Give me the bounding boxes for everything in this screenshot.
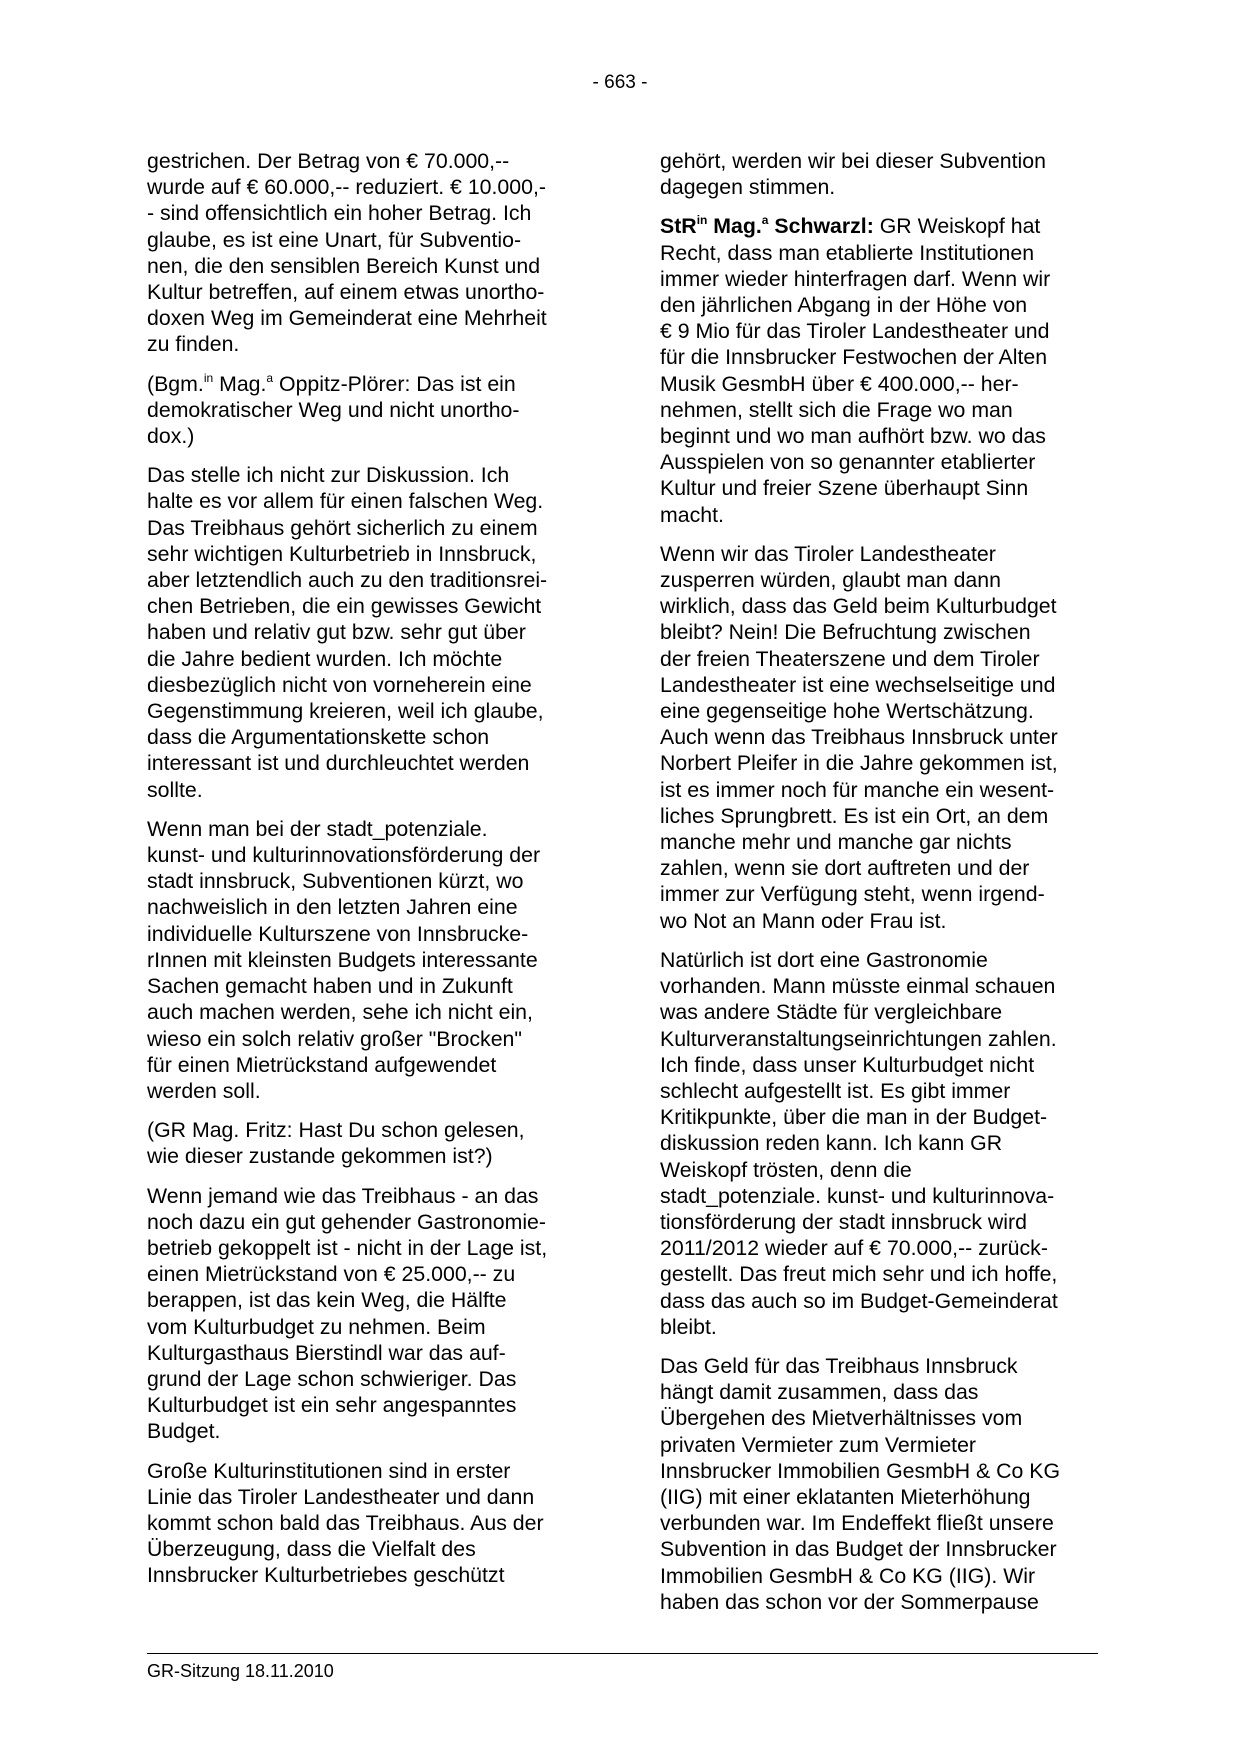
paragraph: Natürlich ist dort eine Gastronomie vorhanden. Mann müsste einmal schauen was andere Städte für vergleichbare Kulturveranstaltungseinrichtungen zahlen. Ich finde, dass unser Kulturbudget nicht schlecht aufgestellt ist. Es gibt immer Kritikpunkte, über die man in der Budget- diskussion reden kann. Ich kann GR Weiskopf trösten, denn die stadt_potenziale. kunst- und kulturinnova- tionsförderung der stadt innsbruck wird 2011/2012 wieder auf € 70.000,-- zurück- gestellt. Das freut mich sehr und ich hoffe, dass das auch so im Budget-Gemeinderat bleibt. xyxy=(660,947,1058,1339)
interjection: (GR Mag. Fritz: Hast Du schon gelesen, wie dieser zustande gekommen ist?) xyxy=(147,1118,525,1169)
paragraph: Große Kulturinstitutionen sind in erster Linie das Tiroler Landestheater und dann kommt schon bald das Treibhaus. Aus der Überzeugung, dass die Vielfalt des Innsbrucker Kulturbetriebes geschützt xyxy=(147,1458,544,1588)
footer-session-label: GR-Sitzung 18.11.2010 xyxy=(147,1661,334,1681)
page-number: - 663 - xyxy=(592,72,648,93)
paragraph: gehört, werden wir bei dieser Subvention dagegen stimmen. xyxy=(660,149,1046,200)
left-column xyxy=(147,148,589,1602)
speech: StR$^{in}$ Mag.$^a$ Schwarzl: GR Weiskopf hat Recht, dass man etablierte Institutionen immer wieder hinterfragen darf. Wenn wir den jährlichen Abgang in der Höhe von € 9 Mio für das Tiroler Landestheater und für die Innsbrucker Festwochen der Alten Musik GesmbH über € 400.000,-- her- nehmen, stellt sich die Frage wo man beginnt und wo man aufhört bzw. wo das Ausspielen von so genannter etablierter Kultur und freier Szene überhaupt Sinn macht. xyxy=(660,213,1051,527)
paragraph: Das Geld für das Treibhaus Innsbruck hängt damit zusammen, dass das Übergehen des Mietverhältnisses vom privaten Vermieter zum Vermieter Innsbrucker Immobilien GesmbH & Co KG (IIG) mit einer eklatanten Mieterhöhung verbunden war. Im Endeffekt fließt unsere Subvention in das Budget der Innsbrucker Immobilien GesmbH & Co KG (IIG). Wir haben das schon vor der Sommerpause xyxy=(660,1353,1061,1614)
paragraph: Das stelle ich nicht zur Diskussion. Ich halte es vor allem für einen falschen Weg. Das Treibhaus gehört sicherlich zu einem sehr wichtigen Kulturbetrieb in Innsbruck, aber letztendlich auch zu den traditionsrei- chen Betrieben, die ein gewisses Gewicht haben und relativ gut bzw. sehr gut über die Jahre bedient wurden. Ich möchte diesbezüglich nicht von vorneherein eine Gegenstimmung kreieren, weil ich glaube, dass die Argumentationskette schon interessant ist und durchleuchtet werden sollte. xyxy=(147,463,548,802)
paragraph: Wenn man bei der stadt_potenziale. kunst- und kulturinnovationsförderung der stadt innsbruck, Subventionen kürzt, wo nachweislich in den letzten Jahren eine individuelle Kulturszene von Innsbrucke- rInnen mit kleinsten Budgets interessante Sachen gemacht haben und in Zukunft auch machen werden, sehe ich nicht ein, wieso ein solch relativ großer "Brocken" für einen Mietrückstand aufgewendet werden soll. xyxy=(147,816,541,1103)
paragraph: Wenn jemand wie das Treibhaus - an das noch dazu ein gut gehender Gastronomie- betrieb gekoppelt ist - nicht in der Lage ist, einen Mietrückstand von € 25.000,-- zu berappen, ist das kein Weg, die Hälfte vom Kulturbudget zu nehmen. Beim Kulturgasthaus Bierstindl war das auf- grund der Lage schon schwieriger. Das Kulturbudget ist ein sehr angespanntes Budget. xyxy=(147,1183,548,1444)
paragraph: gestrichen. Der Betrag von € 70.000,-- wurde auf € 60.000,-- reduziert. € 10.000,- - sind offensichtlich ein hoher Betrag. Ich glaube, es ist eine Unart, für Subventio- nen, die den sensiblen Bereich Kunst und Kultur betreffen, auf einem etwas unortho- doxen Weg im Gemeinderat eine Mehrheit zu finden. xyxy=(147,149,547,357)
footer-divider xyxy=(147,1653,1098,1654)
speaker-name: StR$^{in}$ Mag.$^a$ Schwarzl: xyxy=(660,213,874,239)
paragraph: Wenn wir das Tiroler Landestheater zusperren würden, glaubt man dann wirklich, dass das Geld beim Kulturbudget bleibt? Nein! Die Befruchtung zwischen der freien Theaterszene und dem Tiroler Landestheater ist eine wechselseitige und eine gegenseitige hohe Wertschätzung. Auch wenn das Treibhaus Innsbruck unter Norbert Pleifer in die Jahre gekommen ist, ist es immer noch für manche ein wesent- liches Sprungbrett. Es ist ein Ort, an dem manche mehr und manche gar nichts zahlen, wenn sie dort auftreten und der immer zur Verfügung steht, wenn irgend- wo Not an Mann oder Frau ist. xyxy=(660,541,1058,933)
interjection: (Bgm.$^{in}$ Mag.$^a$ Oppitz-Plörer: Das ist ein demokratischer Weg und nicht unortho- dox.) xyxy=(147,370,520,449)
right-column xyxy=(660,148,1100,1628)
